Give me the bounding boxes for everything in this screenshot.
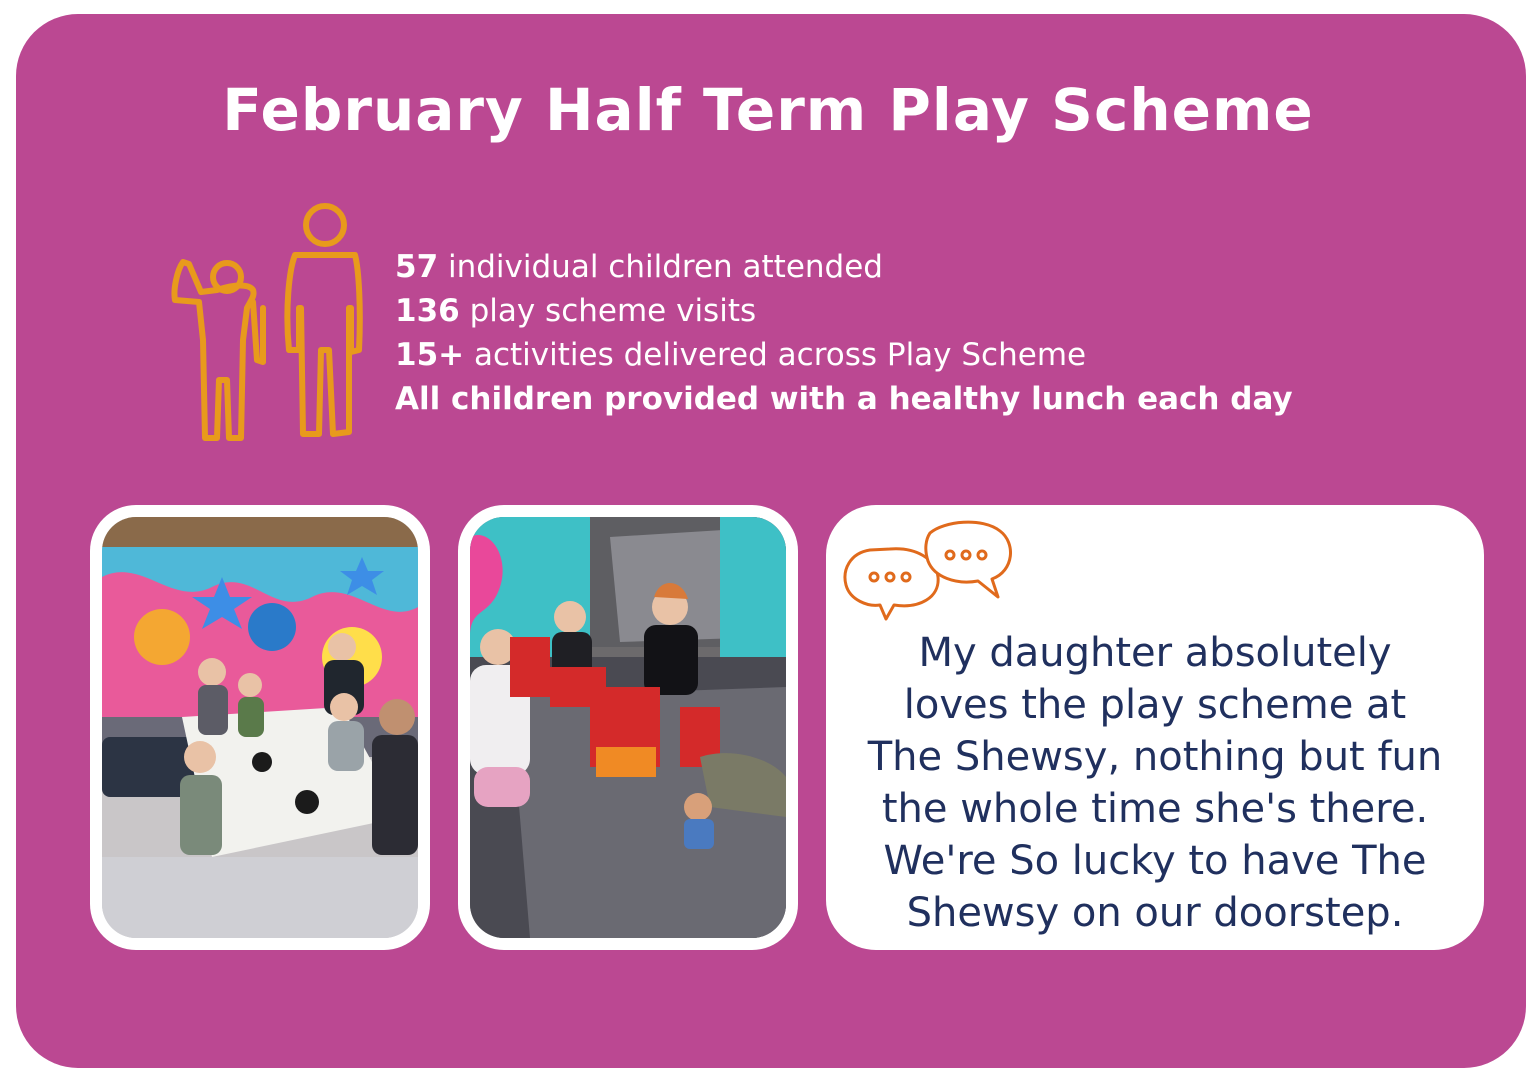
photo-frame-lunch <box>90 505 430 950</box>
stat-number: 136 <box>395 293 460 329</box>
crafts-activity-photo <box>470 517 786 938</box>
stat-activities <box>395 333 1293 377</box>
people-icon <box>165 200 365 445</box>
stat-children <box>395 245 1293 289</box>
quote-line: Shewsy on our doorstep. <box>906 890 1404 936</box>
quote-line: The Shewsy, nothing but fun <box>867 734 1443 780</box>
stat-highlight: All children provided with a healthy lunch each day <box>395 381 1293 417</box>
stat-text: individual children attended <box>438 249 883 285</box>
quote-line: We're So lucky to have The <box>883 838 1427 884</box>
quote-line: My daughter absolutely <box>918 630 1392 676</box>
children-lunch-table-photo <box>102 517 418 938</box>
stat-lunch <box>395 377 1293 421</box>
testimonial-quote <box>826 627 1484 939</box>
stat-visits <box>395 289 1293 333</box>
photo-frame-crafts <box>458 505 798 950</box>
stats-list <box>395 245 1293 421</box>
stat-number: 15+ <box>395 337 465 373</box>
stat-text: activities delivered across Play Scheme <box>464 337 1087 373</box>
quote-line: the whole time she's there. <box>881 786 1429 832</box>
page-title: February Half Term Play Scheme <box>222 76 1314 144</box>
speech-bubbles-icon <box>840 515 1012 625</box>
stat-number: 57 <box>395 249 439 285</box>
quote-line: loves the play scheme at <box>903 682 1407 728</box>
stat-text: play scheme visits <box>459 293 757 329</box>
testimonial-box <box>826 505 1484 950</box>
